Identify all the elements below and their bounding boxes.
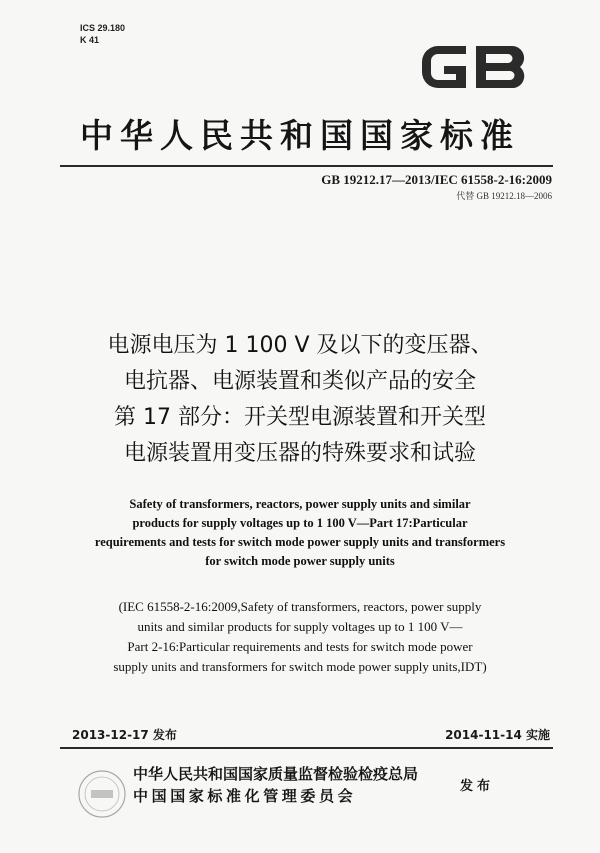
- iec-reference-line: Part 2-16:Particular requirements and tests for switch mode power: [127, 639, 473, 654]
- english-title: [40, 495, 560, 571]
- top-divider: [60, 165, 553, 167]
- standard-number: GB 19212.17—2013/IEC 61558-2-16:2009: [321, 172, 552, 187]
- english-title-line: requirements and tests for switch mode power supply units and transformers: [94, 535, 506, 549]
- publisher-seal-icon: [76, 768, 128, 820]
- iec-reference-line: supply units and transformers for switch mode power supply units,IDT): [113, 659, 487, 674]
- ics-code: ICS 29.180: [80, 23, 126, 33]
- issue-date: 2013-12-17 发布: [72, 728, 177, 742]
- iec-reference-line: (IEC 61558-2-16:2009,Safety of transformers, reactors, power supply: [118, 599, 482, 614]
- iec-reference: [40, 597, 560, 677]
- publisher-aqsiq: 中华人民共和国国家质量监督检验检疫总局: [133, 765, 419, 783]
- english-title-line: products for supply voltages up to 1 100 V—Part 17:Particular: [132, 516, 468, 530]
- publisher-sac: 中国国家标准化管理委员会: [133, 787, 357, 805]
- replaces-note: 代替 GB 19212.18—2006: [456, 191, 552, 201]
- bottom-divider: [60, 747, 553, 749]
- classification-codes: [80, 22, 125, 46]
- chinese-title-line: 电源装置用变压器的特殊要求和试验: [123, 441, 476, 466]
- chinese-title: [40, 328, 560, 472]
- chinese-title-line: 电源电压为 1 100 V 及以下的变压器、: [107, 333, 493, 358]
- iec-reference-line: units and similar products for supply voltages up to 1 100 V—: [137, 619, 463, 634]
- english-title-line: for switch mode power supply units: [205, 554, 395, 568]
- implementation-date: 2014-11-14 实施: [445, 728, 550, 742]
- standard-category-title: 中华人民共和国国家标准: [80, 116, 520, 155]
- english-title-line: Safety of transformers, reactors, power supply units and similar: [129, 497, 471, 511]
- publishing-authorities: [133, 763, 418, 807]
- chinese-title-line: 第 17 部分：开关型电源装置和开关型: [114, 405, 486, 430]
- publish-label: 发布: [460, 779, 495, 794]
- chinese-title-line: 电抗器、电源装置和类似产品的安全: [123, 369, 476, 394]
- ccs-code: K 41: [80, 35, 100, 45]
- gb-logo: [414, 38, 534, 96]
